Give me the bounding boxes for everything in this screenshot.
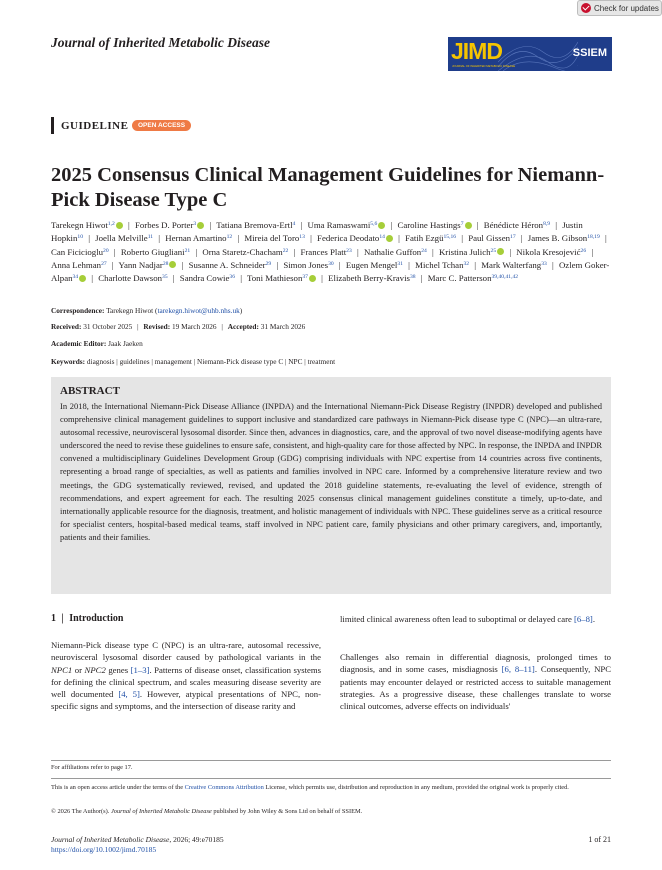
author-affiliation-sup: 18,19 [587, 234, 600, 241]
author-entry[interactable] [202, 247, 288, 257]
author-name: Nikola Kresojević [516, 246, 581, 257]
author-affiliation-sup: 10 [77, 234, 83, 241]
correspondence: Correspondence: Tarekegn Hiwot (tarekegn.hiwot@uhb.nhs.uk) [51, 306, 243, 315]
article-type: GUIDELINE [61, 120, 129, 132]
author-entry[interactable] [51, 260, 107, 270]
journal-citation [51, 835, 224, 844]
article-dates: Received: 31 October 2025 | Revised: 19 March 2026 | Accepted: 31 March 2026 [51, 322, 306, 331]
accepted-label: Accepted: [227, 322, 259, 331]
author-affiliation-sup: 14 [379, 234, 385, 241]
author-name: Paul Gissen [468, 233, 511, 244]
author-separator: | [195, 246, 198, 257]
author-name: Charlotte Dawson [98, 273, 163, 284]
author-name: Uma Ramaswami [307, 220, 371, 230]
author-entry[interactable] [180, 273, 235, 283]
orcid-icon[interactable] [309, 275, 316, 282]
author-separator: | [604, 233, 607, 244]
author-entry[interactable] [121, 247, 190, 257]
author-separator: | [356, 246, 359, 257]
author-separator: | [91, 273, 94, 284]
author-affiliation-sup: 12 [226, 234, 233, 241]
author-separator: | [591, 246, 594, 257]
copyright-note [51, 808, 362, 815]
author-name: Eugen Mengel [345, 259, 398, 270]
revised-label: Revised: [143, 322, 171, 331]
keywords-text: diagnosis | guidelines | management | Niemann-Pick disease type C | NPC | treatment [86, 357, 336, 366]
reference-link[interactable]: [6, 8–11] [501, 664, 535, 675]
license-divider [51, 778, 611, 779]
author-entry[interactable] [397, 220, 471, 230]
author-separator: | [555, 220, 558, 230]
author-affiliation-sup: 11 [147, 234, 154, 241]
author-entry[interactable] [95, 233, 153, 243]
author-name: Mark Walterfang [481, 259, 542, 270]
author-affiliation-sup: 28 [162, 260, 169, 267]
author-separator: | [461, 233, 464, 244]
author-affiliation-sup: 7 [460, 221, 464, 227]
author-separator: | [551, 259, 554, 270]
author-affiliation-sup: 21 [184, 247, 191, 254]
received-label: Received: [51, 322, 82, 331]
author-affiliation-sup: 17 [510, 234, 516, 241]
keywords-label: Keywords: [51, 357, 86, 366]
section-number: 1 [51, 613, 56, 624]
author-entry[interactable] [189, 260, 272, 270]
article-title: 2025 Consensus Clinical Management Guidelines for Niemann-Pick Disease Type C [51, 164, 605, 211]
license-note [51, 783, 611, 793]
academic-editor [51, 339, 143, 348]
jimd-logo [448, 37, 612, 71]
author-separator: | [431, 246, 434, 257]
accepted-date: 31 March 2026 [260, 322, 306, 331]
intro-or: or [72, 664, 85, 675]
author-affiliation-sup: 33 [541, 260, 547, 267]
abstract-box [51, 377, 611, 594]
correspondence-email-link[interactable]: tarekegn.hiwot@uhb.nhs.uk [157, 306, 240, 315]
author-name: Orna Staretz-Chacham [202, 246, 283, 257]
author-entry[interactable] [307, 220, 385, 230]
author-affiliation-sup: 26 [580, 247, 587, 254]
author-entry[interactable] [415, 260, 469, 270]
author-entry[interactable] [300, 247, 351, 257]
author-entry[interactable] [98, 273, 167, 283]
intro-right2-text-2: . Consequently, NPC patients may encounter delayed or restricted access to suitable management strategies. As a progressive disease, these challenges translate to worse clinical outcomes, adverse effects on individuals' [340, 664, 611, 712]
author-affiliation-sup: 29 [265, 260, 272, 267]
author-entry[interactable] [51, 220, 123, 230]
correspondence-name: Tarekegn Hiwot [106, 306, 154, 315]
author-name: Caroline Hastings [397, 220, 461, 230]
author-affiliation-sup: 15,16 [443, 234, 457, 241]
author-separator: | [321, 273, 323, 284]
intro-text-1: Niemann-Pick disease type C (NPC) is an ultra-rare, autosomal recessive, neurovisceral lysosomal disorder caused by pathological variants in the [51, 640, 321, 663]
author-separator: | [293, 246, 296, 257]
author-name: Ozlem Goker-Alpan [51, 259, 610, 284]
author-separator: | [300, 220, 303, 230]
author-affiliation-sup: 23 [346, 247, 352, 254]
author-name: Fatih Ezgü [405, 233, 444, 244]
author-name: Simon Jones [283, 259, 329, 270]
author-separator: | [420, 273, 423, 284]
author-entry[interactable] [244, 233, 305, 243]
intro-right2-text-1: Challenges also remain in differential diagnosis, prolonged times to diagnosis, and in some cases, misdiagnosis [340, 652, 611, 675]
author-name: Justin Hopkin [51, 220, 583, 244]
author-entry[interactable] [135, 220, 204, 230]
author-affiliation-sup: 20 [103, 247, 109, 254]
intro-paragraph-1 [51, 639, 321, 713]
author-separator: | [474, 259, 477, 270]
reference-link[interactable]: [6–8] [574, 614, 593, 624]
author-separator: | [509, 246, 512, 257]
author-affiliation-sup: 1,2 [107, 221, 115, 227]
gene-npc1: NPC1 [51, 664, 73, 675]
author-name: Nathalie Guffon [363, 246, 422, 257]
orcid-icon[interactable] [465, 222, 472, 229]
author-separator: | [310, 233, 312, 244]
author-affiliation-sup: 34 [72, 274, 79, 281]
abstract-heading: ABSTRACT [60, 385, 120, 397]
license-text-1: This is an open access article under the terms of the [51, 784, 185, 791]
affiliations-note: For affiliations refer to page 17. [51, 764, 133, 771]
author-name: James B. Gibson [527, 233, 588, 244]
check-badge-icon [581, 3, 591, 13]
ssiem-logo-text: SSIEM [572, 47, 607, 59]
author-affiliation-sup: 25 [490, 247, 497, 254]
reference-link[interactable]: [4, 5] [118, 689, 140, 700]
orcid-icon[interactable] [197, 222, 204, 229]
author-name: Kristina Julich [438, 246, 491, 257]
editor-name: Jaak Jaeken [108, 339, 143, 348]
author-entry[interactable] [528, 233, 600, 243]
author-entry[interactable] [405, 233, 456, 243]
author-name: Susanne A. Schneider [188, 259, 266, 270]
author-name: Bénédicte Héron [483, 220, 544, 230]
author-separator: | [398, 233, 400, 244]
author-affiliation-sup: 27 [101, 260, 107, 267]
license-text-2: License, which permits use, distribution and reproduction in any medium, provided the original work is properly cited. [263, 784, 569, 791]
author-separator: | [520, 233, 523, 244]
reference-link[interactable]: [1–3] [130, 664, 150, 675]
author-name: Forbes D. Porter [134, 220, 194, 230]
copyright-text-2: published by John Wiley & Sons Ltd on behalf of SSIEM. [211, 808, 363, 815]
author-name: Hernan Amartino [165, 233, 227, 244]
author-name: Frances Platt [300, 246, 347, 257]
author-separator: | [408, 259, 410, 270]
author-entry[interactable] [428, 273, 518, 283]
section-separator: | [61, 613, 64, 624]
author-separator: | [240, 273, 242, 284]
author-affiliation-sup: 30 [328, 260, 334, 267]
orcid-icon[interactable] [386, 235, 393, 242]
author-entry[interactable] [216, 220, 295, 230]
editor-label: Academic Editor: [51, 339, 107, 348]
author-separator: | [88, 233, 90, 244]
author-affiliation-sup: 36 [229, 274, 235, 281]
author-entry[interactable] [119, 260, 177, 270]
check-for-updates-button[interactable] [577, 0, 662, 16]
author-name: Federica Deodato [317, 233, 380, 244]
author-separator: | [113, 246, 116, 257]
logo-subtext: JOURNAL OF INHERITED METABOLIC DISEASE [452, 64, 516, 68]
author-separator: | [390, 220, 393, 230]
author-separator: | [111, 259, 114, 270]
citation-journal: Journal of Inherited Metabolic Disease [51, 835, 170, 844]
author-entry[interactable] [364, 247, 427, 257]
author-name: Elizabeth Berry-Kravis [328, 273, 410, 284]
author-list [51, 218, 616, 284]
intro-text-2: genes [105, 664, 131, 675]
author-name: Toni Mathieson [247, 273, 303, 284]
author-name: Anna Lehman [51, 259, 102, 270]
author-entry[interactable] [468, 233, 515, 243]
author-entry[interactable] [484, 220, 550, 230]
author-name: Marc C. Patterson [427, 273, 492, 284]
citation-volume: , 2026; 49:e70185 [169, 835, 224, 844]
author-name: Mireia del Toro [244, 233, 300, 244]
author-separator: | [172, 273, 175, 284]
abstract-text: In 2018, the International Niemann-Pick Disease Alliance (INPDA) and the International Niemann-Pick Disease Registry (INPDR) developed and published comprehensive clinical management guidelines to support inclusive and standardized care pathways in Niemann-Pick disease type C (NPC)—an ultra-rare, autosomal recessive, neurovisceral lysosomal disorder. Since then, advances in diagnostics, care, and the approval of two novel disease-modifying agents have underscored the need to revise these guidelines to ensure safe, consistent, and high-quality care for those affected by NPC. In response, the INPDA and INPDR convened a multidisciplinary Guidelines Development Group (GDG) comprising individuals with NPC expertise from 14 countries across five continents, representing a broad range of specialties, as well as patients and families involved in NPC care. Informed by a comprehensive literature review and two meetings, the GDG systematically reviewed, revised, and updated the 2018 guideline statements, re-evaluating the level of evidence, strength of recommendations, and expert agreement for each. The resulting 2025 consensus clinical management guidelines constitute a timely, up-to-date, and internationally applicable resource for the diagnosis, treatment, and holistic management of individuals with NPC. These guidelines serve as a critical resource for specialist centers, hospital-based medical teams, staff involved in NPC patient care, family physicians and other primary caregivers, and, importantly, patients and their families. [60, 401, 602, 542]
author-affiliation-sup: 32 [463, 260, 470, 267]
author-separator: | [338, 259, 341, 270]
author-name: Sandra Cowie [179, 273, 230, 284]
correspondence-label: Correspondence: [51, 306, 105, 315]
intro-text-4: . However, atypical presentations of NPC, non-specific signs and symptoms, and the intersection of disease rarity and [51, 689, 321, 712]
section-title: Introduction [69, 613, 124, 624]
author-separator: | [209, 220, 212, 230]
author-separator: | [181, 259, 184, 270]
author-affiliation-sup: 37 [302, 274, 308, 281]
author-entry[interactable] [481, 260, 547, 270]
page-number: 1 of 21 [588, 835, 611, 844]
author-name: Yann Nadjar [118, 259, 163, 270]
logo-text: JIMD [451, 38, 502, 64]
intro-paragraph-2 [340, 651, 611, 712]
author-separator: | [158, 233, 161, 244]
intro-paragraph-1-continued [340, 613, 611, 625]
author-entry[interactable] [283, 260, 333, 270]
cc-license-link[interactable]: Creative Commons Attribution [184, 784, 264, 791]
author-affiliation-sup: 35 [162, 274, 168, 281]
author-affiliation-sup: 8,9 [543, 221, 551, 227]
author-separator: | [128, 220, 130, 230]
open-access-badge: OPEN ACCESS [132, 120, 191, 131]
author-affiliation-sup: 38 [409, 274, 416, 281]
received-date: 31 October 2025 [83, 322, 133, 331]
author-affiliation-sup: 4 [292, 221, 296, 227]
author-affiliation-sup: 31 [397, 260, 403, 267]
author-separator: | [476, 220, 479, 230]
author-affiliation-sup: 5,6 [370, 221, 378, 227]
guideline-marker [51, 117, 54, 134]
orcid-icon[interactable] [169, 261, 176, 268]
intro-right-text: limited clinical awareness often lead to suboptimal or delayed care [340, 614, 574, 624]
author-affiliation-sup: 39,40,41,42 [491, 274, 519, 281]
author-entry[interactable] [516, 247, 586, 257]
revised-date: 19 March 2026 [171, 322, 217, 331]
author-name: Tatiana Bremova-Ertl [216, 220, 293, 230]
author-name: Tarekegn Hiwot [51, 220, 108, 230]
author-name: Joella Melville [95, 233, 148, 244]
author-entry[interactable] [247, 273, 316, 283]
intro-text-3: . Patterns of disease onset, classification systems for defining the clinical spectrum, and scales measuring disease severity are well documented [51, 664, 321, 700]
journal-name: Journal of Inherited Metabolic Disease [51, 35, 271, 50]
orcid-icon[interactable] [497, 248, 504, 255]
check-for-updates-label: Check for updates [594, 3, 659, 13]
section-heading [51, 613, 123, 624]
author-name: Roberto Giugliani [120, 246, 185, 257]
author-entry[interactable] [165, 233, 232, 243]
gene-npc2: NPC2 [84, 664, 106, 675]
author-affiliation-sup: 13 [299, 234, 305, 241]
author-name: Can Ficicioglu [51, 246, 104, 257]
orcid-icon[interactable] [116, 222, 123, 229]
copyright-text-1: © 2026 The Author(s). [51, 808, 111, 815]
author-name: Michel Tchan [415, 259, 464, 270]
author-affiliation-sup: 3 [193, 221, 197, 227]
keywords [51, 357, 335, 366]
footnote-divider [51, 760, 611, 761]
copyright-journal: Journal of Inherited Metabolic Disease [110, 808, 212, 815]
orcid-icon[interactable] [79, 275, 86, 282]
author-separator: | [276, 259, 279, 270]
doi-link[interactable]: https://doi.org/10.1002/jimd.70185 [51, 845, 157, 854]
author-entry[interactable] [328, 273, 415, 283]
author-entry[interactable] [317, 233, 393, 243]
author-separator: | [237, 233, 240, 244]
orcid-icon[interactable] [378, 222, 385, 229]
author-entry[interactable] [51, 247, 109, 257]
author-affiliation-sup: 22 [282, 247, 289, 254]
author-affiliation-sup: 24 [421, 247, 427, 254]
intro-right-end: . [592, 614, 595, 624]
author-entry[interactable] [439, 247, 504, 257]
author-entry[interactable] [346, 260, 403, 270]
